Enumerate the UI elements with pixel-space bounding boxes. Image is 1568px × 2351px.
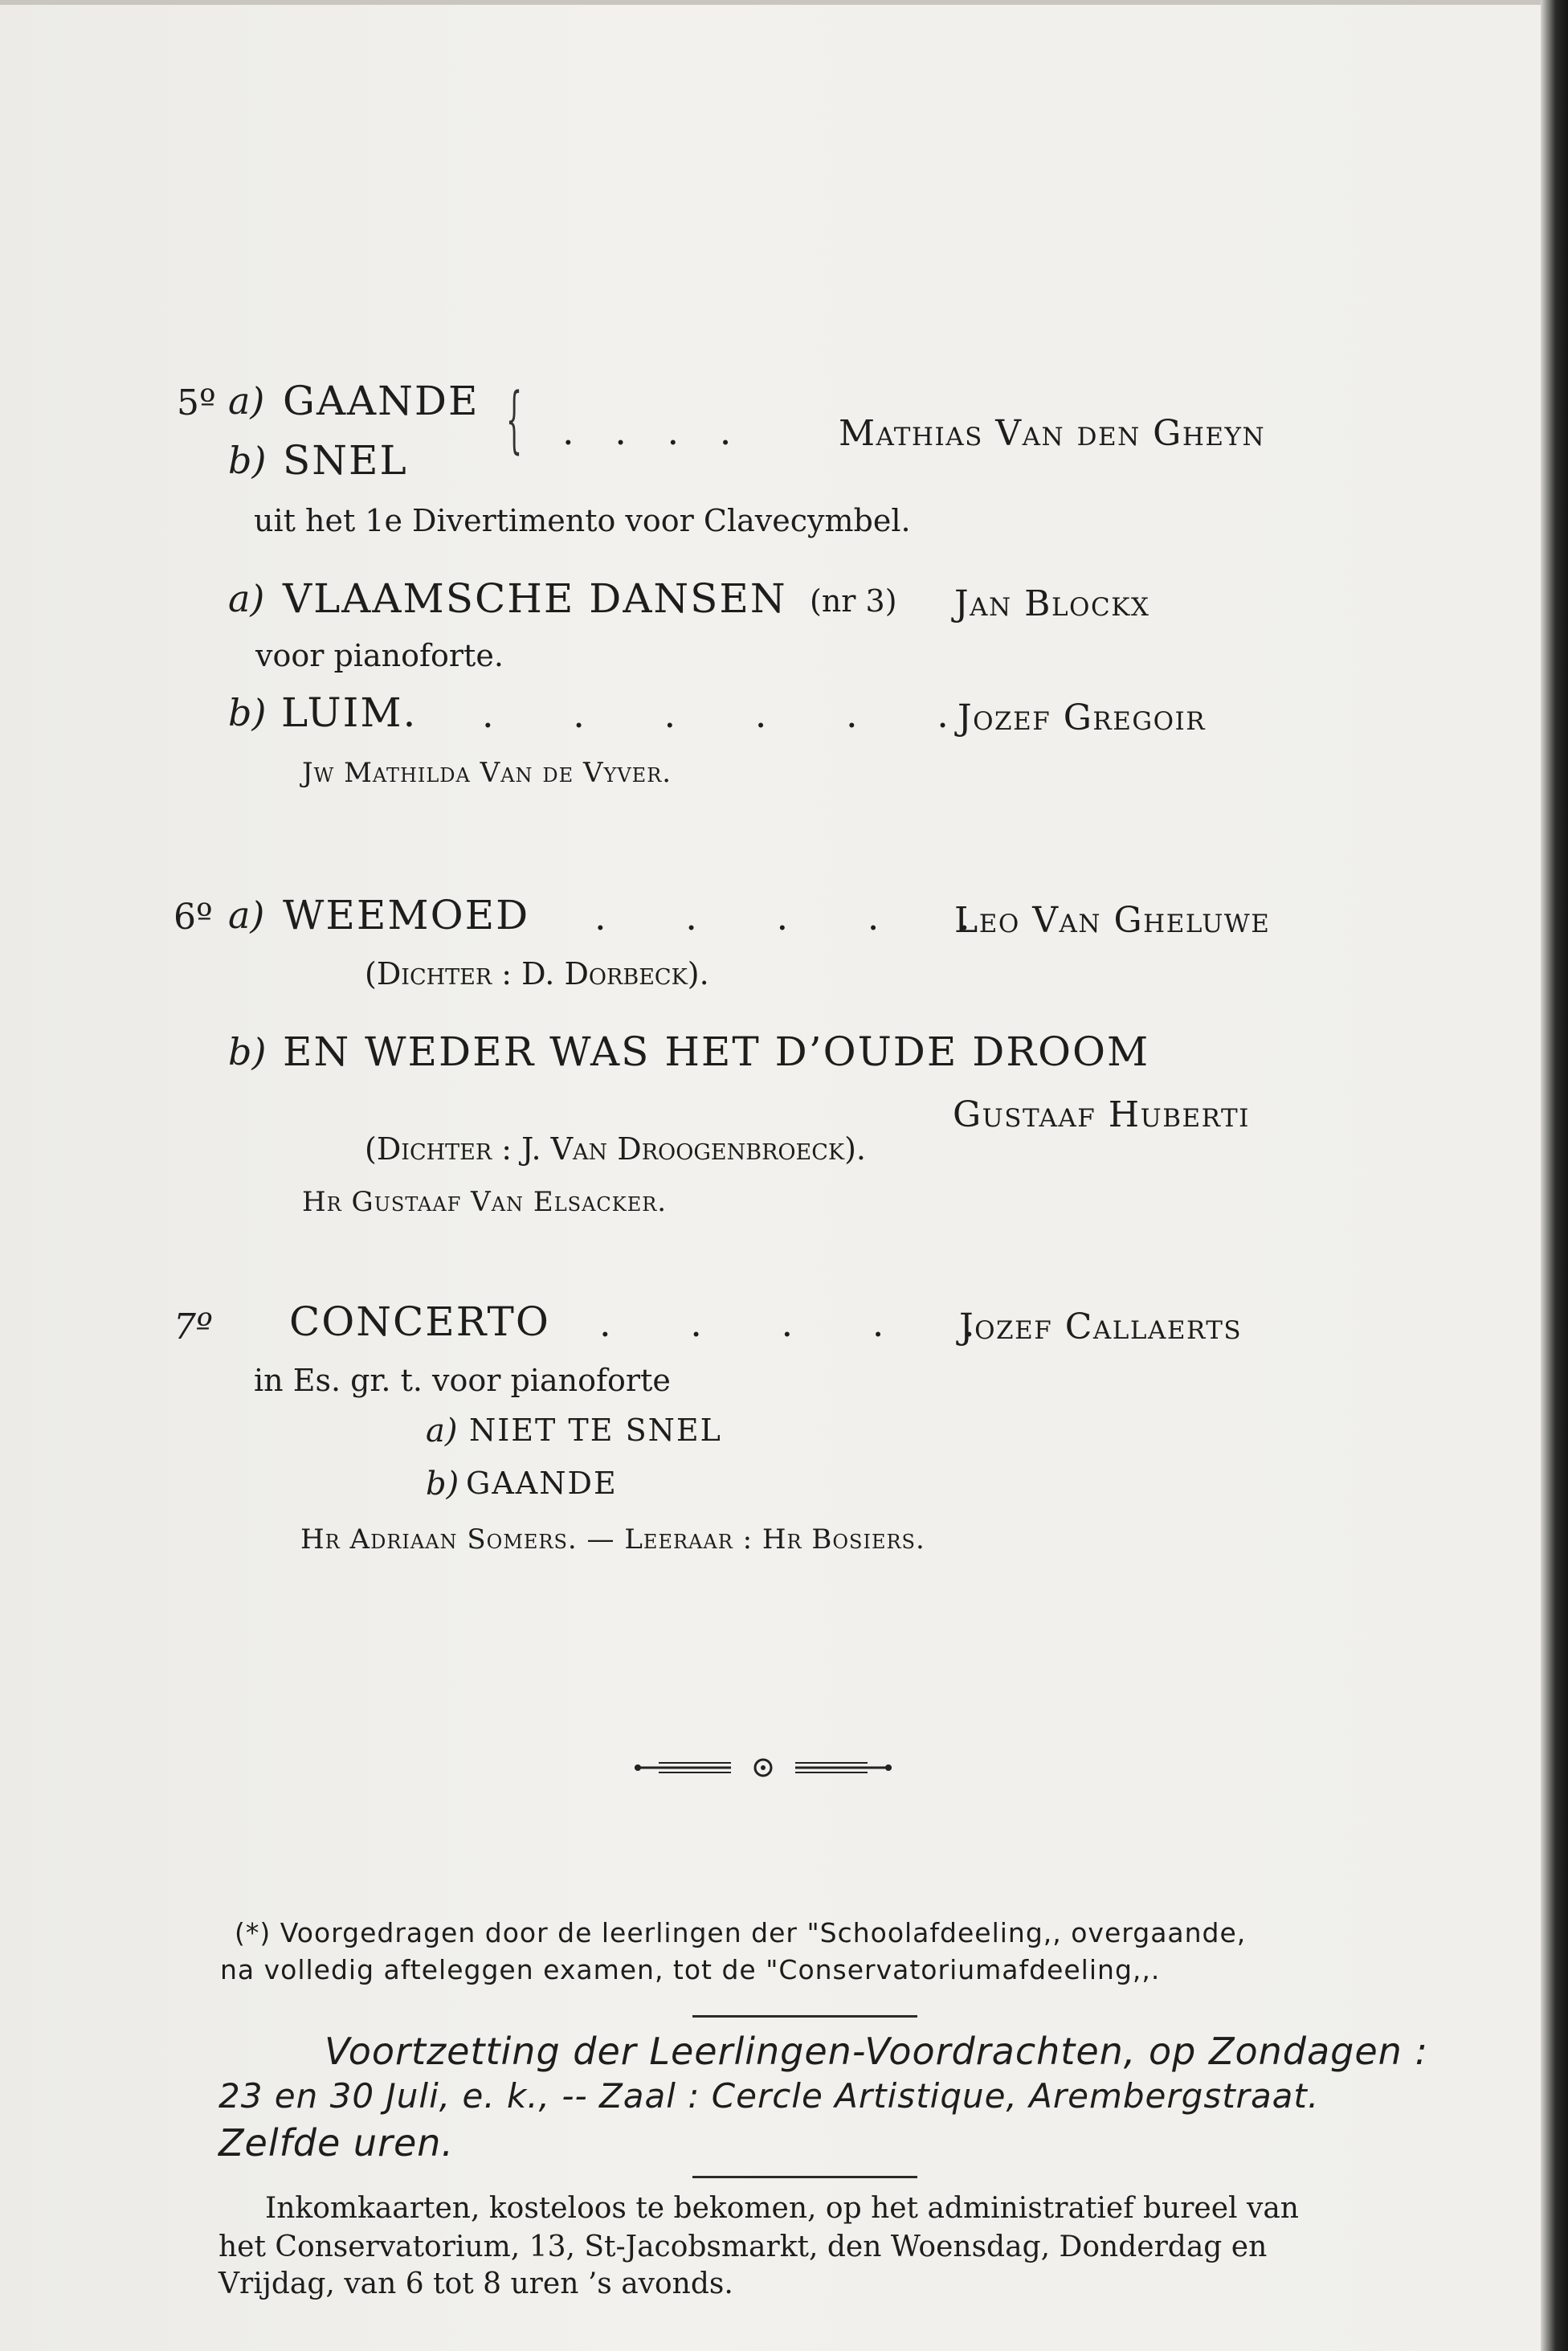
item-6a-title: WEEMOED <box>283 892 530 938</box>
item-6a-label: a) <box>228 893 265 937</box>
item-5-sub-b-composer: Jozef Gregoir <box>958 697 1207 738</box>
footnote-line-1: (*) Voorgedragen door de leerlingen der "Schoolafdeeling,, overgaande, <box>235 1917 1247 1948</box>
item-6a-composer: Leo Van Gheluwe <box>954 900 1271 941</box>
item-5-sub-a-number: (nr 3) <box>810 583 897 619</box>
item-6b-poet: (Dichter : J. Van Droogenbroeck). <box>365 1131 866 1167</box>
item-7-dots: . . . . . <box>599 1302 1009 1345</box>
item-6a-dots: . . . . . <box>594 895 1004 938</box>
page-binding-edge <box>1541 0 1568 2351</box>
page-top-edge <box>0 0 1541 5</box>
item-5-sub-a-label: a) <box>228 577 265 620</box>
item-5-performer: Jw Mathilda Van de Vyver. <box>302 757 672 789</box>
continuation-line-3: Zelfde uren. <box>218 2121 455 2165</box>
item-6a-poet: (Dichter : D. Dorbeck). <box>365 956 709 992</box>
item-5-sub-a-composer: Jan Blockx <box>954 583 1150 624</box>
continuation-line-1: Voortzetting der Leerlingen-Voordrachten, op Zondagen : <box>325 2030 1428 2073</box>
item-7-note: in Es. gr. t. voor pianoforte <box>254 1363 671 1398</box>
item-5-composer: Mathias Van den Gheyn <box>839 413 1266 454</box>
item-6-performer: Hr Gustaaf Van Elsacker. <box>302 1186 668 1218</box>
item-5-sub-a-note: voor pianoforte. <box>255 638 504 673</box>
item-5b-title: SNEL <box>283 437 408 484</box>
item-7-title: CONCERTO <box>289 1298 550 1345</box>
item-5-sub-b-label: b) <box>228 691 267 734</box>
item-5-sub-b-title: LUIM. <box>281 689 418 736</box>
item-5-number: 5º <box>177 382 216 423</box>
tickets-line-1: Inkomkaarten, kosteloos te bekomen, op het administratief bureel van <box>265 2192 1299 2225</box>
item-7-movement-b-title: GAANDE <box>466 1466 618 1501</box>
footnote-line-2: na volledig afteleggen examen, tot de "Conservatoriumafdeeling,,. <box>220 1954 1161 1985</box>
tickets-line-3: Vrijdag, van 6 tot 8 uren ’s avonds. <box>218 2267 733 2300</box>
item-6b-composer: Gustaaf Huberti <box>953 1094 1250 1135</box>
continuation-line-2: 23 en 30 Juli, e. k., -- Zaal : Cercle Artistique, Arembergstraat. <box>218 2076 1320 2116</box>
item-5-brace: { <box>506 378 523 462</box>
divider-rule-1 <box>692 2015 917 2018</box>
item-5b-label: b) <box>228 439 267 482</box>
item-6b-title: EN WEDER WAS HET D’OUDE DROOM <box>283 1028 1150 1075</box>
item-5-sub-a-title: VLAAMSCHE DANSEN <box>283 575 787 622</box>
item-7-movement-b-label: b) <box>426 1466 459 1503</box>
item-6b-label: b) <box>228 1030 267 1073</box>
item-5a-title: GAANDE <box>283 378 480 424</box>
item-6-number: 6º <box>174 897 213 938</box>
item-5-note: uit het 1e Divertimento voor Clavecymbel. <box>254 503 911 538</box>
item-5a-label: a) <box>228 379 265 423</box>
item-7-movement-a-label: a) <box>426 1413 458 1449</box>
item-7-composer: Jozef Callaerts <box>959 1306 1243 1347</box>
divider-ornament <box>635 1752 892 1784</box>
item-5-sub-b-dots: . . . . . . <box>482 693 982 736</box>
item-7-movement-a-title: NIET TE SNEL <box>469 1413 722 1448</box>
item-7-performer: Hr Adriaan Somers. — Leeraar : Hr Bosiers. <box>300 1523 925 1556</box>
tickets-line-2: het Conservatorium, 13, St-Jacobsmarkt, den Woensdag, Donderdag en <box>218 2230 1268 2263</box>
item-5-dots: . . . . <box>562 410 746 453</box>
divider-rule-2 <box>692 2176 917 2178</box>
item-7-number: 7º <box>174 1306 213 1347</box>
